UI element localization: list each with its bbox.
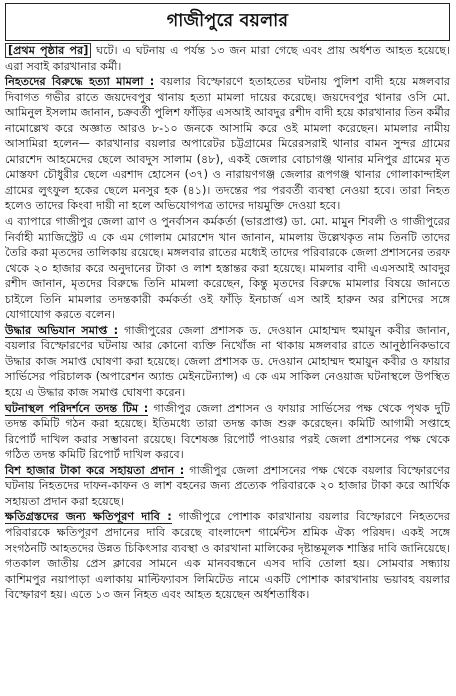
paragraph-officials-statement bbox=[5, 214, 450, 323]
paragraph-continuation bbox=[5, 43, 450, 74]
paragraph-text: ঘটে। এ ঘটনায় এ পর্যন্ত ১৩ জন মারা গেছে এবং প্রায় অর্ধশত আহত হয়েছে। এরা সবাই কারখানার কর্মী। bbox=[5, 44, 450, 73]
section-heading: ঘটনাস্থল পরিদর্শনে তদন্ত টিম : bbox=[5, 401, 149, 415]
paragraph-financial-aid bbox=[5, 463, 450, 510]
paragraph-rescue-complete bbox=[5, 323, 450, 401]
news-clipping bbox=[0, 3, 456, 696]
headline-box bbox=[5, 3, 450, 41]
continuation-marker: [প্রথম পৃষ্ঠার পর] bbox=[5, 43, 91, 58]
paragraph-text: গাজীপুরে পোশাক কারখানায় বয়লার বিস্ফোরণে নিহতদের পরিবারকে ক্ষতিপূরণ প্রদানের দাবি করেছে বাংলাদেশ গার্মেন্টস শ্রমিক ঐক্য পরিষদ। একই সঙ্গে সংগঠনটি আহতদের উন্নত চিকিৎসার ব্যবস্থা ও কারখানা মালিকের দৃষ্টান্তমূলক শাস্তির দাবি জানিয়েছে। গতকাল জাতীয় প্রেস ক্লাবের সামনে এক মানববন্ধনে এসব দাবি তোলা হয়। সোমবার সন্ধ্যায় কাশিমপুর নয়াপাড়া এলাকায় মাল্টিফ্যাবস লিমিটেড নামে একটি পোশাক কারখানায় ভয়াবহ বয়লার বিস্ফোরণ হয়। এতে ১৩ জন নিহত এবং আহত হয়েছেন অর্ধশতাধিক। bbox=[5, 510, 450, 602]
article-body bbox=[5, 43, 450, 603]
paragraph-compensation-demand bbox=[5, 509, 450, 602]
paragraph-probe-team bbox=[5, 401, 450, 463]
paragraph-murder-case bbox=[5, 74, 450, 214]
section-heading: বিশ হাজার টাকা করে সহায়তা প্রদান : bbox=[5, 463, 185, 477]
paragraph-text: গাজীপুর জেলা প্রশাসন ও ফায়ার সার্ভিসের পক্ষ থেকে পৃথক দুটি তদন্ত কমিটি গঠন করা হয়েছে। ইতিমধ্যে তারা তদন্ত কাজ শুরু করেছেন। কমিটি আগামী সপ্তাহে রিপোর্ট দাখিল করার সম্ভাবনা রয়েছে। বিশেষজ্ঞ রিপোর্ট পাওয়ার পরই জেলা প্রশাসনের পক্ষ থেকে গঠিত তদন্ত কমিটি রিপোর্ট দাখিল করবে। bbox=[5, 401, 450, 462]
paragraph-text: এ ব্যাপারে গাজীপুর জেলা ত্রাণ ও পুনর্বাসন কর্মকর্তা (ভারপ্রাপ্ত) ডা. মো. মামুন শিবলী ও গাজীপুরের নির্বাহী ম্যাজিস্ট্রেট এ কে এম গোলাম মোরশেদ খান জানান, মামলায় উল্লেখকৃত নাম তিনটি তাদের তৈরি করা মৃতদের তালিকায় রয়েছে। মঙ্গলবার রাতের মধ্যেই তাদের পরিবারকে জেলা প্রশাসনের তরফ থেকে ২০ হাজার করে অনুদানের টাকা ও লাশ হস্তান্তর করা হয়েছে। মামলার বাদী এএসআই আবদুর রশীদ জানান, মৃতদের বিরুদ্ধে তিনি মামলা করেছেন, কিন্তু মৃতদের বিরুদ্ধে মামলার বিষয়ে জানতে চাইলে তিনি মামলার তদন্তকারী কর্মকর্তা ওই ফাঁড়ি ইনচার্জ এস আই হারুন অর রশিদের সঙ্গে যোগাযোগ করতে বলেন। bbox=[5, 215, 450, 322]
paragraph-text: গাজীপুরের জেলা প্রশাসক ড. দেওয়ান মোহাম্মদ হুমায়ুন কবীর জানান, বয়লার বিস্ফোরণের ঘটনায় আর কোনো ব্যক্তি নিখোঁজ না থাকায় মঙ্গলবার রাতে আনুষ্ঠানিকভাবে উদ্ধার কাজ সমাপ্ত ঘোষণা করা হয়েছে। জেলা প্রশাসক ড. দেওয়ান মোহাম্মদ হুমায়ুন কবীর ও ফায়ার সার্ভিসের পরিচালক (অপারেশন অ্যান্ড মেইনটেন্যান্স) এ কে এম সাকিল নেওয়াজ ঘটনাস্থলে উপস্থিত হয়ে এ উদ্ধার কাজ সমাপ্ত ঘোষণা করেন। bbox=[5, 323, 451, 400]
section-heading: নিহতদের বিরুদ্ধে হত্যা মামলা : bbox=[5, 75, 155, 89]
paragraph-text: গাজীপুর জেলা প্রশাসনের পক্ষ থেকে বয়লার বিস্ফোরণের ঘটনায় নিহতদের দাফন-কাফন ও লাশ বহনের জন্য প্রত্যেক পরিবারকে ২০ হাজার টাকা করে আর্থিক সহায়তা প্রদান করা হয়েছে। bbox=[5, 463, 450, 508]
paragraph-text: বয়লার বিস্ফোরণে হতাহতের ঘটনায় পুলিশ বাদী হয়ে মঙ্গলবার দিবাগত গভীর রাতে জয়দেবপুর থানায় হত্যা মামলা দায়ের করেছে। জয়দেবপুর থানার ওসি মো. আমিনুল ইসলাম জানান, চক্রবর্তী পুলিশ ফাঁড়ির এসআই আবদুর রশীদ বাদী হয়ে কারখানার তিন কর্মীর নামোল্লেখ করে অজ্ঞাত আরও ৮-১০ জনকে আসামি করে ওই মামলা করেছেন। মামলার নামীয় আসামিরা হলেন— কারখানার বয়লার অপারেটর চট্টগ্রামের মিরেরসরাই থানার বামন সুন্দর গ্রামের মোরশেদ আহমেদের ছেলে আবদুস সালাম (৪৮), একই জেলার বোচাগঞ্জ থানার মনিপুর গ্রামের মৃত মোস্তফা চৌধুরীর ছেলে এরশাদ হোসেন (৩৭) ও নারায়ণগঞ্জ জেলার রূপগঞ্জ থানার গোলাকান্দাইল গ্রামের লুৎফুল হকের ছেলে মনসুর হক (৪১)। তদন্তের পর পরবর্তী ব্যবস্থা নেওয়া হবে। তারা নিহত হলেও তাদের কিংবা দায়ী না হলে অভিযোগপত্র তাদের দায়মুক্তি দেওয়া হবে। bbox=[5, 75, 450, 213]
section-heading: উদ্ধার অভিযান সমাপ্ত : bbox=[5, 323, 119, 337]
section-heading: ক্ষতিগ্রস্তদের জন্য ক্ষতিপূরণ দাবি : bbox=[5, 510, 172, 524]
headline: গাজীপুরে বয়লার bbox=[166, 10, 289, 31]
